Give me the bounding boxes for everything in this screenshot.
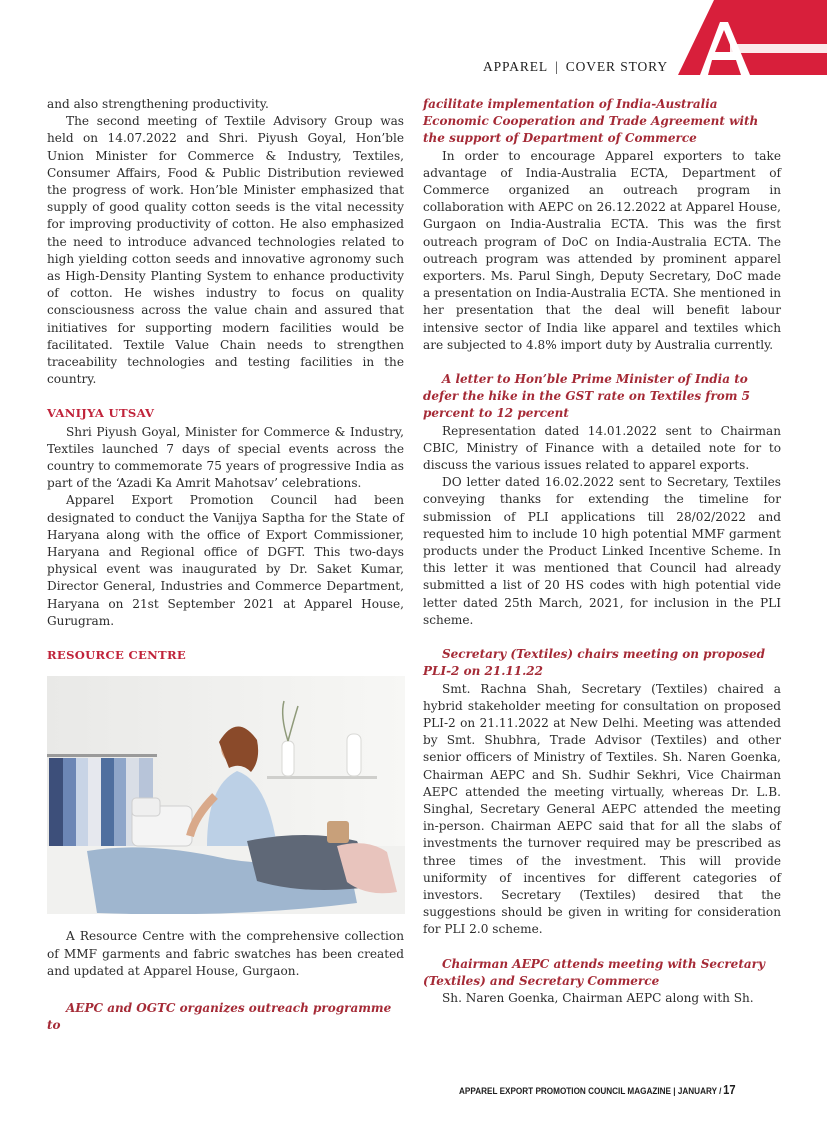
paragraph: and also strengthening productivity. — [47, 97, 269, 111]
subheading-gst: A letter to Hon’ble Prime Minister of India to defer the hike in the GST rate on Textiles from 5 percent to 12 percent — [423, 372, 751, 421]
header-separator: | — [555, 59, 559, 74]
paragraph: Sh. Naren Goenka, Chairman AEPC along with Sh. — [442, 990, 754, 1005]
subheading-ogtc: AEPC and OGTC organizes outreach programme to — [47, 1000, 392, 1033]
subheading-pli: Secretary (Textiles) chairs meeting on proposed PLI-2 on 21.11.22 — [423, 647, 766, 679]
paragraph: Representation dated 14.01.2022 sent to Chairman CBIC, Ministry of Finance with a detailed note for to discuss the various issues related to apparel exports. — [423, 423, 781, 473]
section-title-vanijya: VANIJYA UTSAV — [47, 406, 155, 421]
section-label: APPAREL — [483, 59, 549, 74]
paragraph: Smt. Rachna Shah, Secretary (Textiles) chaired a hybrid stakeholder meeting for consultation on proposed PLI-2 on 21.11.2022 at New Delhi. Meeting was attended by Smt. Shubhra, Trade Advisor (Textiles) and other senior officers of Ministry of Textiles. Sh. Naren Goenka, Chairman AEPC and Sh. Sudhir Sekhri, Vice Chairman AEPC attended the meeting virtually, whereas Dr. L.B. Singhal, Secretary General AEPC attended the meeting in-person. Chairman AEPC said that for all the slabs of investments the turnover required may be prescribed as three times of the investment. This will provide uniformity of incentives for different categories of investors. Secretary (Textiles) desired that the suggestions should be given in writing for consideration for PLI 2.0 scheme. — [423, 681, 781, 937]
paragraph: A Resource Centre with the comprehensive collection of MMF garments and fabric swatches has been created and updated at Apparel House, Gurgaon. — [47, 929, 404, 978]
woman-sewing-photo — [47, 676, 405, 914]
right-column — [423, 96, 781, 1007]
section-title-resource: RESOURCE CENTRE — [47, 648, 187, 663]
subheading-chairman: Chairman AEPC attends meeting with Secretary (Textiles) and Secretary Commerce — [423, 956, 765, 988]
section-header — [483, 59, 668, 75]
subheading-ogtc-continued: facilitate implementation of India-Australia Economic Cooperation and Trade Agreement with the support of Department of Commerce — [423, 97, 759, 146]
footer-text: APPAREL EXPORT PROMOTION COUNCIL MAGAZINE | JANUARY / — [459, 1086, 722, 1097]
paragraph: The second meeting of Textile Advisory Group was held on 14.07.2022 and Shri. Piyush Goyal, Hon’ble Union Minister for Commerce & Industry, Textiles, Consumer Affairs, Food & Public Distribution reviewed the progress of work. Hon’ble Minister emphasized that supply of good quality cotton seeds is the vital necessity for improving productivity of cotton. He also emphasized the need to introduce advanced technologies related to high yielding cotton seeds and innovative agronomy such as High-Density Planting System to enhance productivity of cotton. He wishes industry to focus on quality consciousness across the value chain and assured that initiatives for supporting modern facilities would be facilitated. Textile Value Chain needs to strengthen traceability technologies and testing facilities in the country. — [47, 114, 404, 387]
subsection-label: COVER STORY — [565, 59, 668, 74]
magazine-logo-icon — [678, 0, 827, 75]
paragraph: DO letter dated 16.02.2022 sent to Secretary, Textiles conveying thanks for extending the timeline for submission of PLI applications till 28/02/2022 and requested him to include 10 high potential MMF garment products under the Product Linked Incentive Scheme. In this letter it was mentioned that Council had already submitted a list of 20 HS codes with high potential vide letter dated 25th March, 2021, for inclusion in the PLI scheme. — [423, 475, 781, 627]
paragraph: Shri Piyush Goyal, Minister for Commerce & Industry, Textiles launched 7 days of special events across the country to commemorate 75 years of progressive India as part of the ‘Azadi Ka Amrit Mahotsav’ celebrations. — [47, 424, 404, 491]
paragraph: In order to encourage Apparel exporters to take advantage of India-Australia ECTA, Department of Commerce organized an outreach program in collaboration with AEPC on 26.12.2022 at Apparel House, Gurgaon on India-Australia ECTA. This was the first outreach program of DoC on India-Australia ECTA. The outreach program was attended by prominent apparel exporters. Ms. Parul Singh, Deputy Secretary, DoC made a presentation on India-Australia ECTA. She mentioned in her presentation that the deal will benefit labour intensive sector of India like apparel and textiles which are subjected to 4.8% import duty by Australia currently. — [423, 148, 781, 352]
page-number: 17 — [723, 1082, 736, 1097]
paragraph: Apparel Export Promotion Council had been designated to conduct the Vanijya Saptha for the State of Haryana along with the office of Export Commissioner, Haryana and Regional office of DGFT. This two-days physical event was inaugurated by Dr. Saket Kumar, Director General, Industries and Commerce Department, Haryana on 21st September 2021 at Apparel House, Gurugram. — [47, 493, 404, 628]
left-column — [47, 96, 404, 1034]
page-footer — [459, 1082, 736, 1097]
